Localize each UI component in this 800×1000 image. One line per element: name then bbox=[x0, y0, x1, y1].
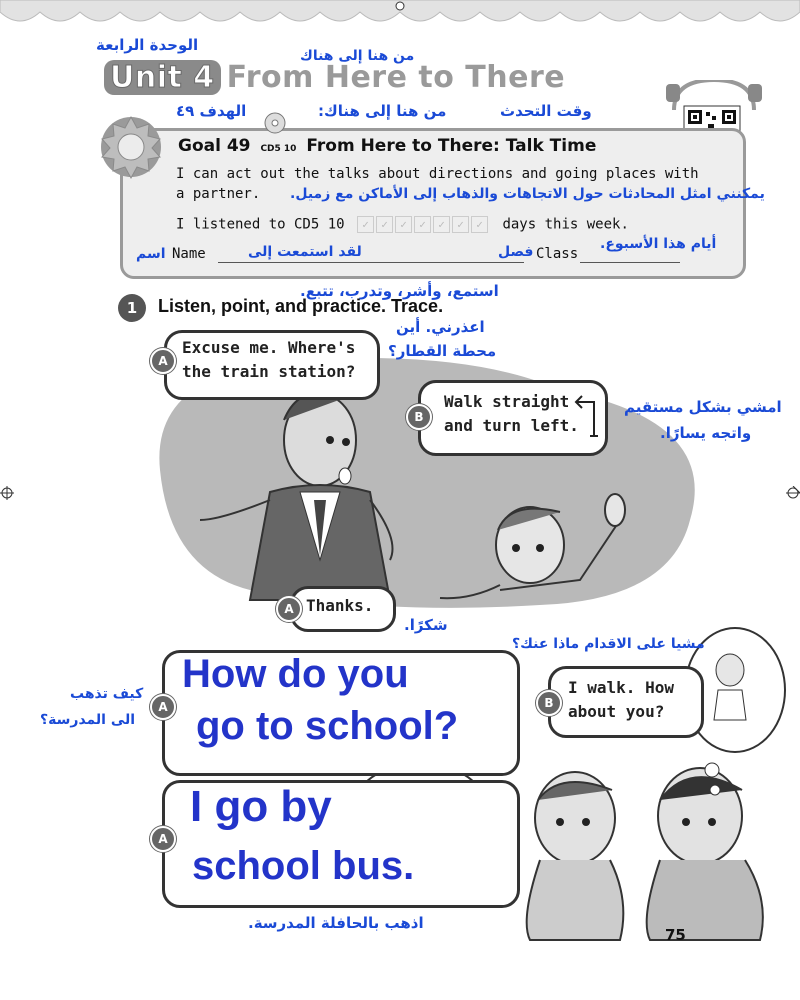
arabic-b1-line-2: واتجه يسارًا. bbox=[660, 424, 752, 442]
arabic-goal-from-here: من هنا إلى هناك: bbox=[318, 102, 447, 120]
arabic-listened: لقد استمعت إلى bbox=[248, 244, 362, 260]
speaker-tag-a: A bbox=[150, 348, 176, 374]
can-do-line-2: a partner. bbox=[176, 186, 261, 202]
arabic-goal-number: الهدف ٤٩ bbox=[176, 102, 247, 120]
traced-a4-line-2: school bus. bbox=[192, 844, 415, 888]
arabic-a2: شكرًا. bbox=[404, 616, 448, 634]
listened-prefix: I listened to CD5 10 bbox=[176, 216, 345, 233]
traced-a3-line-1: How do you bbox=[182, 652, 409, 696]
day-checkbox[interactable]: ✓ bbox=[395, 216, 412, 233]
arabic-instruction: استمع، وأشر، وتدرب، تتبع. bbox=[300, 282, 499, 300]
day-checkbox[interactable]: ✓ bbox=[452, 216, 469, 233]
arabic-a3-line-2: الى المدرسة؟ bbox=[40, 712, 136, 728]
arabic-a4: اذهب بالحافلة المدرسة. bbox=[248, 914, 424, 932]
speaker-tag-b: B bbox=[406, 404, 432, 430]
speaker-tag-a: A bbox=[150, 694, 176, 720]
can-do-line-1: I can act out the talks about directions and going places with bbox=[176, 166, 699, 182]
goal-label: Goal 49 bbox=[178, 136, 251, 156]
arabic-a1-line-1: اعذرني. أين bbox=[396, 318, 485, 336]
bubble-b1-line-2: and turn left. bbox=[444, 416, 579, 435]
activity-number: 1 bbox=[118, 294, 146, 322]
bubble-a1-line-1: Excuse me. Where's bbox=[182, 338, 356, 357]
bubble-a1-line-2: the train station? bbox=[182, 362, 356, 381]
arabic-b1-line-1: امشي بشكل مستقيم bbox=[624, 398, 782, 416]
speaker-tag-a: A bbox=[150, 826, 176, 852]
day-checkbox[interactable]: ✓ bbox=[357, 216, 374, 233]
bubble-a2-text: Thanks. bbox=[306, 596, 374, 615]
traced-a4-line-1: I go by bbox=[190, 782, 332, 831]
traced-a3-line-2: go to school? bbox=[196, 704, 459, 748]
arabic-talk-time: وقت التحدث bbox=[500, 102, 592, 120]
listened-suffix: days this week. bbox=[502, 216, 629, 233]
goal-title: From Here to There: Talk Time bbox=[306, 136, 597, 156]
activity-instruction: Listen, point, and practice. Trace. bbox=[158, 296, 444, 316]
bubble-b2-line-2: about you? bbox=[568, 702, 665, 721]
arabic-class: فصل bbox=[498, 244, 534, 260]
class-label: Class bbox=[536, 246, 579, 262]
name-label: Name bbox=[172, 246, 206, 262]
day-checkbox[interactable]: ✓ bbox=[433, 216, 450, 233]
arabic-days: أيام هذا الأسبوع. bbox=[600, 236, 717, 252]
day-checkbox[interactable]: ✓ bbox=[376, 216, 393, 233]
arabic-can-do: يمكنني امثل المحادثات حول الاتجاهات والذهاب إلى الأماكن مع زميل. bbox=[290, 186, 765, 202]
cd-track: CD5 10 bbox=[260, 144, 297, 154]
unit-badge: Unit 4 bbox=[104, 60, 221, 95]
bubble-b2-line-1: I walk. How bbox=[568, 678, 674, 697]
arabic-unit-label: الوحدة الرابعة bbox=[96, 36, 199, 54]
boy-speaker-b bbox=[647, 768, 763, 940]
arabic-unit-title: من هنا إلى هناك bbox=[300, 48, 415, 64]
arabic-b2: مشيا على الاقدام ماذا عنك؟ bbox=[512, 636, 705, 652]
bubble-b1-line-1: Walk straight bbox=[444, 392, 570, 411]
day-checkbox[interactable]: ✓ bbox=[471, 216, 488, 233]
day-checkbox[interactable]: ✓ bbox=[414, 216, 431, 233]
arabic-a1-line-2: محطة القطار؟ bbox=[388, 342, 497, 360]
page-number: 75 bbox=[665, 926, 686, 944]
arabic-name: اسم bbox=[136, 246, 166, 262]
speaker-tag-b: B bbox=[536, 690, 562, 716]
speaker-tag-a: A bbox=[276, 596, 302, 622]
turn-left-arrow-icon bbox=[572, 392, 598, 438]
arabic-a3-line-1: كيف تذهب bbox=[70, 686, 144, 702]
boy-speaker-a bbox=[527, 772, 624, 940]
unit-title: From Here to There bbox=[226, 60, 566, 95]
